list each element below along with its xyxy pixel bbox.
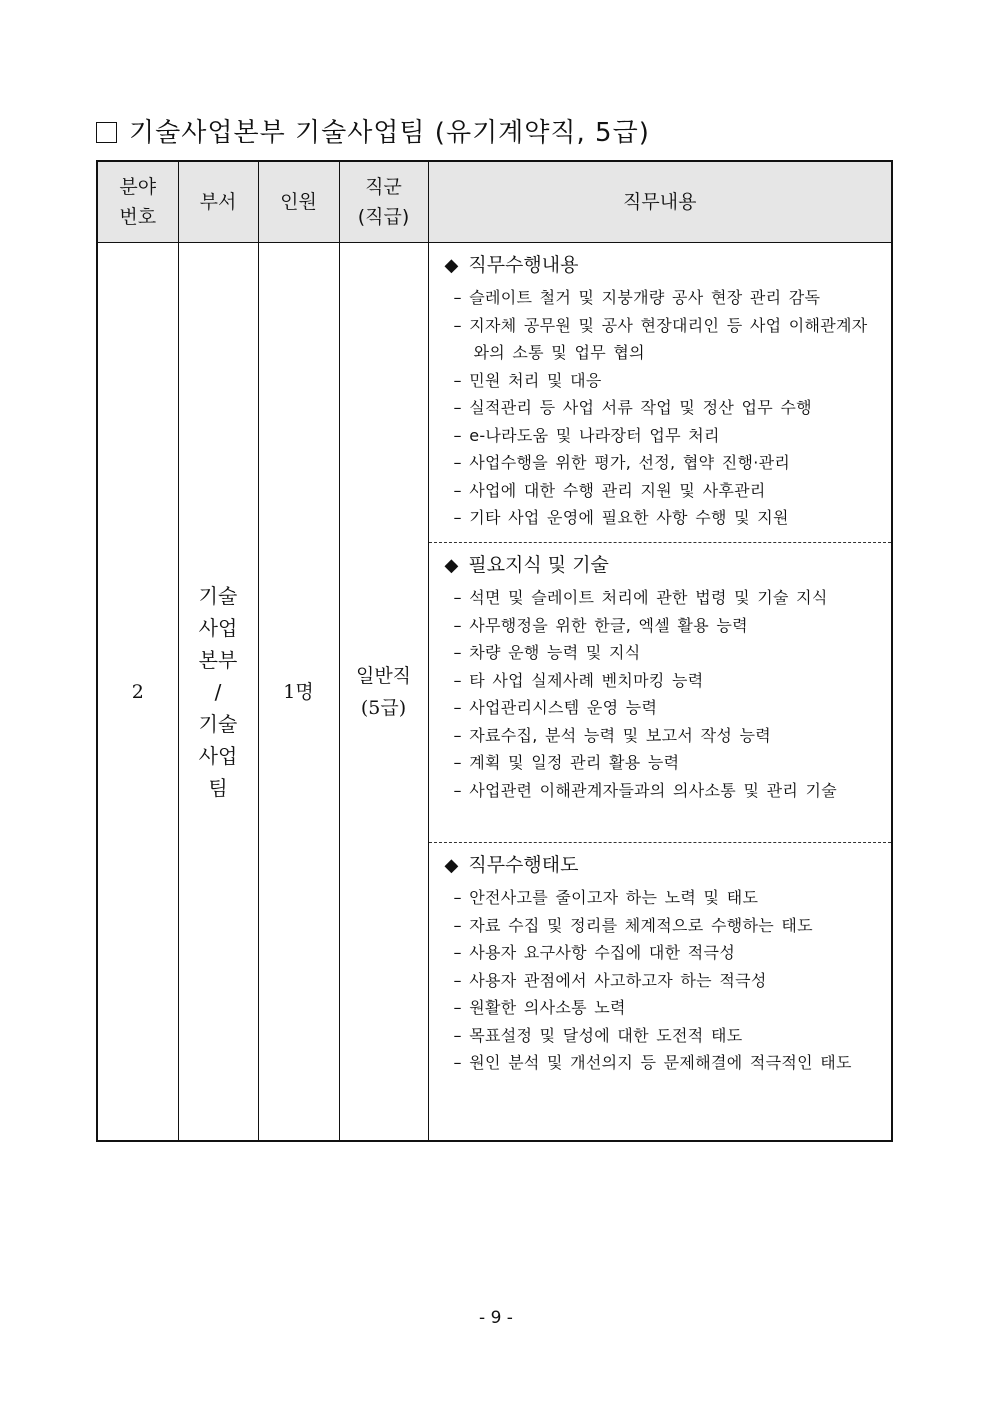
header-field-no: 분야 번호	[97, 161, 178, 243]
grade-cell: 일반직 (5급)	[339, 243, 428, 1142]
page-number: - 9 -	[479, 1308, 513, 1328]
list-item: – 자료수집, 분석 능력 및 보고서 작성 능력	[445, 722, 878, 750]
duties-section-attitude	[428, 843, 892, 1142]
field-no-cell: 2	[97, 243, 178, 1142]
list-item: – 안전사고를 줄이고자 하는 노력 및 태도	[445, 884, 878, 912]
section-title-text: 기술사업본부 기술사업팀 (유기계약직, 5급)	[129, 118, 650, 148]
section-heading: ◆ 필요지식 및 기술	[444, 554, 609, 576]
dept-cell: 기술 사업 본부 / 기술 사업 팀	[178, 243, 258, 1142]
list-item: – 사업에 대한 수행 관리 지원 및 사후관리	[445, 477, 878, 505]
diamond-bullet-icon: ◆	[444, 555, 459, 576]
duties-section-knowledge	[428, 543, 892, 843]
list-item: – 타 사업 실제사례 벤치마킹 능력	[445, 667, 878, 695]
list-item: – 민원 처리 및 대응	[445, 367, 878, 395]
list-item: – 기타 사업 운영에 필요한 사항 수행 및 지원	[445, 504, 878, 532]
header-headcount: 인원	[258, 161, 339, 243]
header-dept: 부서	[178, 161, 258, 243]
list-item: – 사용자 요구사항 수집에 대한 적극성	[445, 939, 878, 967]
attitude-list	[445, 884, 878, 1077]
diamond-bullet-icon: ◆	[444, 255, 459, 276]
list-item: – 사용자 관점에서 사고하고자 하는 적극성	[445, 967, 878, 995]
list-item: – 원활한 의사소통 노력	[445, 994, 878, 1022]
list-item: – 사무행정을 위한 한글, 엑셀 활용 능력	[445, 612, 878, 640]
list-item: – 실적관리 등 사업 서류 작업 및 정산 업무 수행	[445, 394, 878, 422]
list-item: – 계획 및 일정 관리 활용 능력	[445, 749, 878, 777]
list-item: – 자료 수집 및 정리를 체계적으로 수행하는 태도	[445, 912, 878, 940]
list-item: – 사업관리시스템 운영 능력	[445, 694, 878, 722]
section-title	[96, 112, 650, 149]
headcount-cell: 1명	[258, 243, 339, 1142]
table-header-row	[97, 161, 892, 243]
list-item: – 사업관련 이해관계자들과의 의사소통 및 관리 기술	[445, 777, 878, 805]
list-item: – 원인 분석 및 개선의지 등 문제해결에 적극적인 태도	[445, 1049, 878, 1077]
list-item: – 사업수행을 위한 평가, 선정, 협약 진행·관리	[445, 449, 878, 477]
list-item: – 차량 운행 능력 및 지식	[445, 639, 878, 667]
section-heading: ◆ 직무수행태도	[444, 854, 579, 876]
duties-section-tasks	[428, 243, 892, 543]
diamond-bullet-icon: ◆	[444, 855, 459, 876]
header-grade: 직군 (직급)	[339, 161, 428, 243]
table-row	[97, 243, 892, 543]
list-item: – 석면 및 슬레이트 처리에 관한 법령 및 기술 지식	[445, 584, 878, 612]
list-item: – 지자체 공무원 및 공사 현장대리인 등 사업 이해관계자와의 소통 및 업무 협의	[445, 312, 878, 367]
list-item: – 목표설정 및 달성에 대한 도전적 태도	[445, 1022, 878, 1050]
list-item: – e-나라도움 및 나라장터 업무 처리	[445, 422, 878, 450]
header-duties: 직무내용	[428, 161, 892, 243]
knowledge-list	[445, 584, 878, 804]
job-description-table	[96, 160, 893, 1142]
section-heading: ◆ 직무수행내용	[444, 254, 579, 276]
checkbox-square-icon	[96, 122, 117, 143]
list-item: – 슬레이트 철거 및 지붕개량 공사 현장 관리 감독	[445, 284, 878, 312]
duty-list	[445, 284, 878, 532]
